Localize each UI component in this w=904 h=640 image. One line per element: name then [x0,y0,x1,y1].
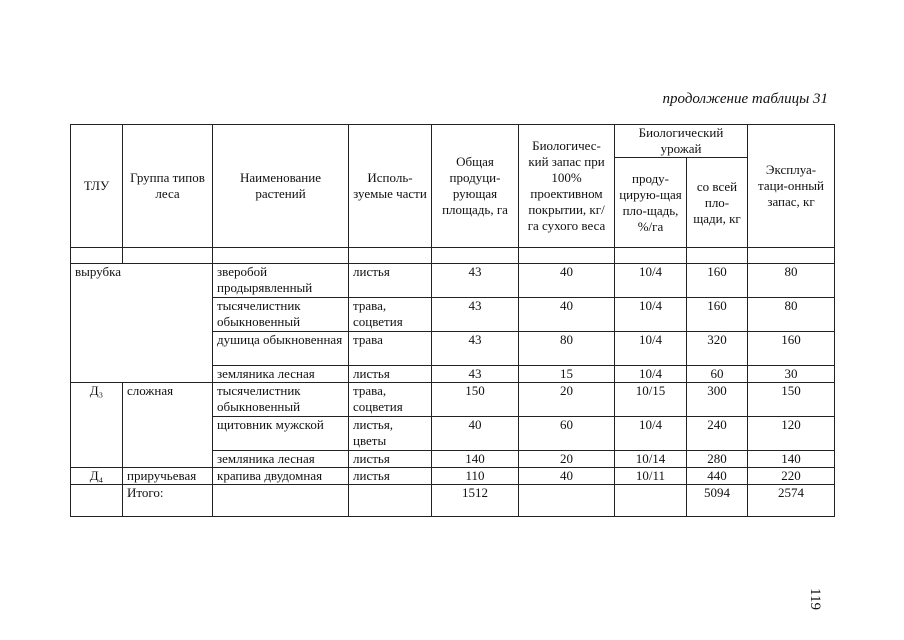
cell-plant-name: душица обыкновенная [213,332,349,366]
total-exploit: 2574 [748,485,835,517]
cell-plant-name: крапива двудомная [213,468,349,485]
cell-area: 43 [432,332,519,366]
cell-total: 300 [687,383,748,417]
cell-area: 43 [432,366,519,383]
cell-prod: 10/4 [615,298,687,332]
cell-tlu: вырубка [71,264,213,383]
cell-tlu: Д₃ [71,383,123,468]
cell-plant-name: земляника лесная [213,451,349,468]
cell-exploit: 220 [748,468,835,485]
cell-prod: 10/4 [615,264,687,298]
cell-stock: 60 [519,417,615,451]
table-row [71,383,835,417]
cell-area: 43 [432,298,519,332]
cell-total: 160 [687,298,748,332]
table-caption: продолжение таблицы 31 [662,91,828,107]
cell-parts: трава, соцветия [349,298,432,332]
cell-prod: 10/15 [615,383,687,417]
total-yield: 5094 [687,485,748,517]
cell-prod: 10/14 [615,451,687,468]
total-area: 1512 [432,485,519,517]
cell-area: 140 [432,451,519,468]
header-group: Группа типов леса [123,125,213,248]
cell-area: 110 [432,468,519,485]
cell-area: 40 [432,417,519,451]
cell-group: сложная [123,383,213,468]
cell-stock: 20 [519,451,615,468]
cell-exploit: 120 [748,417,835,451]
cell-plant-name: тысячелистник обыкновенный [213,298,349,332]
header-exploit: Эксплуа-таци-онный запас, кг [748,125,835,248]
header-bio-yield: Биологический урожай [615,125,748,158]
header-area: Общая продуци-рующая площадь, га [432,125,519,248]
header-tlu: ТЛУ [71,125,123,248]
cell-parts: листья [349,366,432,383]
header-bio-stock: Биологичес-кий запас при 100% проективном покрытии, кг/га сухого веса [519,125,615,248]
cell-total: 320 [687,332,748,366]
cell-exploit: 150 [748,383,835,417]
cell-stock: 15 [519,366,615,383]
cell-parts: трава, соцветия [349,383,432,417]
cell-total: 60 [687,366,748,383]
header-yield-total: со всей пло-щади, кг [687,158,748,248]
cell-group: приручьевая [123,468,213,485]
header-used-parts: Исполь-зуемые части [349,125,432,248]
cell-prod: 10/4 [615,417,687,451]
cell-exploit: 80 [748,298,835,332]
cell-plant-name: тысячелистник обыкновенный [213,383,349,417]
table-row [71,468,835,485]
cell-area: 43 [432,264,519,298]
cell-stock: 20 [519,383,615,417]
cell-plant-name: зверобой продырявленный [213,264,349,298]
cell-total: 160 [687,264,748,298]
cell-tlu: Д₄ [71,468,123,485]
cell-plant-name: щитовник мужской [213,417,349,451]
cell-exploit: 80 [748,264,835,298]
cell-exploit: 30 [748,366,835,383]
cell-stock: 40 [519,298,615,332]
cell-parts: трава [349,332,432,366]
cell-prod: 10/4 [615,366,687,383]
page-number: 119 [807,588,823,610]
cell-area: 150 [432,383,519,417]
total-label: Итого: [123,485,213,517]
cell-parts: листья [349,451,432,468]
total-row [71,485,835,517]
header-plant-name: Наименование растений [213,125,349,248]
header-yield-productive: проду-цирую-щая пло-щадь, %/га [615,158,687,248]
cell-prod: 10/4 [615,332,687,366]
cell-parts: листья [349,264,432,298]
cell-plant-name: земляника лесная [213,366,349,383]
cell-stock: 80 [519,332,615,366]
cell-exploit: 140 [748,451,835,468]
cell-total: 440 [687,468,748,485]
table-row [71,264,835,298]
cell-stock: 40 [519,264,615,298]
cell-total: 240 [687,417,748,451]
cell-parts: листья [349,468,432,485]
cell-exploit: 160 [748,332,835,366]
cell-total: 280 [687,451,748,468]
cell-stock: 40 [519,468,615,485]
forest-resources-table [70,124,835,517]
cell-parts: листья, цветы [349,417,432,451]
spacer-row [71,248,835,264]
header-row-top [71,125,835,158]
cell-prod: 10/11 [615,468,687,485]
